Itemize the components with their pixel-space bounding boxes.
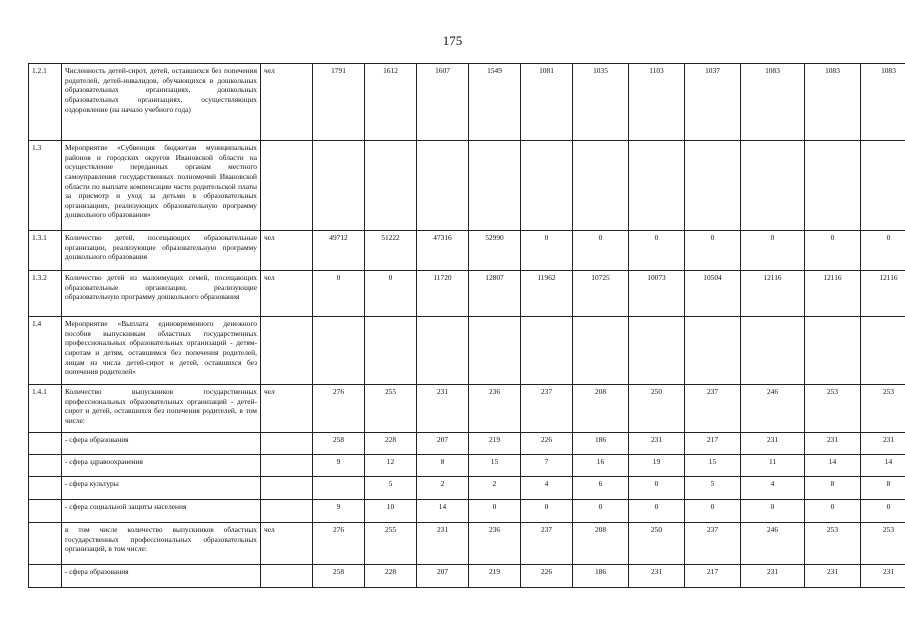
value-cell: 207 xyxy=(417,565,469,588)
value-cell: 186 xyxy=(573,433,629,455)
value-cell: 52990 xyxy=(469,231,521,271)
table-row xyxy=(29,231,905,271)
row-description: Мероприятие «Выплата единовременного денежного пособия выпускникам областных государственных профессиональных образовательных организаций - детям-сиротам и детям, оставшимся без попечения родителей, лицам из числа детей-сирот и детей, оставшихся без попечения родителей» xyxy=(62,317,261,385)
row-unit: чел xyxy=(261,231,313,271)
row-description: Мероприятие «Субвенция бюджетам муниципальных районов и городских округов Ивановской области на осуществление переданных органам местного самоуправления государственных полномочий Ивановской области по выплате компенсации части родительской платы за присмотр и уход за детьми в образовательных организациях, реализующих образовательную программу дошкольного образования» xyxy=(62,141,261,231)
value-cell: 12116 xyxy=(861,271,905,317)
value-cell: 4 xyxy=(741,477,805,500)
value-cell xyxy=(521,141,573,231)
value-cell: 236 xyxy=(469,385,521,433)
row-code: 1.4 xyxy=(29,317,62,385)
value-cell: 51222 xyxy=(365,231,417,271)
value-cell: 0 xyxy=(313,271,365,317)
row-unit xyxy=(261,500,313,523)
value-cell: 217 xyxy=(685,433,741,455)
value-cell: 8 xyxy=(861,477,905,500)
value-cell: 1791 xyxy=(313,64,365,141)
value-cell xyxy=(805,317,861,385)
value-cell: 1037 xyxy=(685,64,741,141)
value-cell: 0 xyxy=(521,500,573,523)
row-code: 1.3.2 xyxy=(29,271,62,317)
value-cell: 186 xyxy=(573,565,629,588)
value-cell: 217 xyxy=(685,565,741,588)
value-cell: 14 xyxy=(417,500,469,523)
value-cell xyxy=(313,477,365,500)
value-cell: 1612 xyxy=(365,64,417,141)
value-cell: 0 xyxy=(629,477,685,500)
row-code: 1.2.1 xyxy=(29,64,62,141)
value-cell: 5 xyxy=(365,477,417,500)
row-code xyxy=(29,455,62,477)
value-cell: 237 xyxy=(521,523,573,565)
page-number: 175 xyxy=(442,33,463,48)
value-cell: 0 xyxy=(861,500,905,523)
value-cell: 0 xyxy=(741,500,805,523)
value-cell: 231 xyxy=(861,433,905,455)
value-cell: 258 xyxy=(313,565,365,588)
value-cell xyxy=(469,141,521,231)
value-cell: 208 xyxy=(573,523,629,565)
value-cell: 0 xyxy=(365,271,417,317)
value-cell: 255 xyxy=(365,523,417,565)
value-cell xyxy=(417,141,469,231)
value-cell xyxy=(573,317,629,385)
value-cell: 9 xyxy=(313,455,365,477)
value-cell: 219 xyxy=(469,433,521,455)
value-cell xyxy=(521,317,573,385)
value-cell xyxy=(685,141,741,231)
value-cell: 250 xyxy=(629,523,685,565)
value-cell xyxy=(313,317,365,385)
value-cell xyxy=(861,141,905,231)
table-row xyxy=(29,477,905,500)
row-code xyxy=(29,477,62,500)
value-cell: 226 xyxy=(521,565,573,588)
value-cell xyxy=(805,141,861,231)
value-cell: 9 xyxy=(313,500,365,523)
value-cell: 236 xyxy=(469,523,521,565)
row-description: Численность детей-сирот, детей, оставшихся без попечения родителей, детей-инвалидов, обучающихся в дошкольных образовательных организациях, дошкольных образовательных организациях, осуществляющих оздоровление (на начало учебного года) xyxy=(62,64,261,141)
value-cell: 231 xyxy=(417,523,469,565)
table-row xyxy=(29,271,905,317)
table-row xyxy=(29,565,905,588)
value-cell: 16 xyxy=(573,455,629,477)
value-cell: 208 xyxy=(573,385,629,433)
value-cell: 15 xyxy=(685,455,741,477)
value-cell xyxy=(365,317,417,385)
row-description: - сфера социальной защиты населения xyxy=(62,500,261,523)
row-code xyxy=(29,500,62,523)
row-unit xyxy=(261,141,313,231)
row-unit: чел xyxy=(261,64,313,141)
value-cell xyxy=(741,317,805,385)
value-cell: 0 xyxy=(573,231,629,271)
value-cell: 231 xyxy=(629,565,685,588)
value-cell: 12 xyxy=(365,455,417,477)
value-cell: 0 xyxy=(805,500,861,523)
value-cell: 10725 xyxy=(573,271,629,317)
value-cell: 231 xyxy=(861,565,905,588)
value-cell xyxy=(417,317,469,385)
row-description: - сфера образования xyxy=(62,565,261,588)
row-unit: чел xyxy=(261,523,313,565)
value-cell: 2 xyxy=(417,477,469,500)
row-description: - сфера культуры xyxy=(62,477,261,500)
value-cell: 11720 xyxy=(417,271,469,317)
value-cell: 231 xyxy=(741,433,805,455)
data-table xyxy=(28,63,905,588)
value-cell: 226 xyxy=(521,433,573,455)
row-unit xyxy=(261,477,313,500)
value-cell: 12116 xyxy=(805,271,861,317)
value-cell: 237 xyxy=(521,385,573,433)
value-cell xyxy=(685,317,741,385)
value-cell: 255 xyxy=(365,385,417,433)
value-cell xyxy=(573,141,629,231)
value-cell: 1607 xyxy=(417,64,469,141)
value-cell: 276 xyxy=(313,523,365,565)
row-description: Количество детей, посещающих образовательные организации, реализующие образовательную программу дошкольного образования xyxy=(62,231,261,271)
value-cell: 12116 xyxy=(741,271,805,317)
value-cell: 14 xyxy=(861,455,905,477)
value-cell: 1083 xyxy=(741,64,805,141)
row-unit xyxy=(261,565,313,588)
row-unit xyxy=(261,433,313,455)
table-row xyxy=(29,141,905,231)
value-cell: 231 xyxy=(805,433,861,455)
value-cell: 276 xyxy=(313,385,365,433)
value-cell: 237 xyxy=(685,385,741,433)
value-cell: 207 xyxy=(417,433,469,455)
table-row xyxy=(29,385,905,433)
value-cell: 0 xyxy=(685,500,741,523)
row-description: в том числе количество выпускников областных государственных профессиональных образовательных организаций, в том числе: xyxy=(62,523,261,565)
value-cell: 228 xyxy=(365,433,417,455)
table-row xyxy=(29,433,905,455)
value-cell: 1549 xyxy=(469,64,521,141)
row-code xyxy=(29,433,62,455)
value-cell: 15 xyxy=(469,455,521,477)
value-cell: 219 xyxy=(469,565,521,588)
row-unit: чел xyxy=(261,271,313,317)
value-cell: 12807 xyxy=(469,271,521,317)
value-cell: 1103 xyxy=(629,64,685,141)
row-description: - сфера здравоохранения xyxy=(62,455,261,477)
table-row xyxy=(29,500,905,523)
value-cell: 5 xyxy=(685,477,741,500)
value-cell: 1083 xyxy=(805,64,861,141)
value-cell xyxy=(629,317,685,385)
value-cell: 253 xyxy=(861,523,905,565)
value-cell: 8 xyxy=(805,477,861,500)
table-row xyxy=(29,317,905,385)
value-cell: 47316 xyxy=(417,231,469,271)
value-cell: 1081 xyxy=(521,64,573,141)
value-cell: 14 xyxy=(805,455,861,477)
value-cell: 246 xyxy=(741,385,805,433)
value-cell: 8 xyxy=(417,455,469,477)
row-code xyxy=(29,523,62,565)
value-cell: 0 xyxy=(861,231,905,271)
value-cell: 253 xyxy=(861,385,905,433)
value-cell: 231 xyxy=(629,433,685,455)
value-cell: 0 xyxy=(741,231,805,271)
value-cell: 246 xyxy=(741,523,805,565)
value-cell: 11962 xyxy=(521,271,573,317)
row-code xyxy=(29,565,62,588)
value-cell: 253 xyxy=(805,523,861,565)
value-cell: 0 xyxy=(629,500,685,523)
value-cell: 250 xyxy=(629,385,685,433)
value-cell: 231 xyxy=(805,565,861,588)
table-row xyxy=(29,523,905,565)
value-cell: 231 xyxy=(741,565,805,588)
value-cell: 49712 xyxy=(313,231,365,271)
value-cell: 0 xyxy=(521,231,573,271)
value-cell: 237 xyxy=(685,523,741,565)
row-description: - сфера образования xyxy=(62,433,261,455)
value-cell: 4 xyxy=(521,477,573,500)
table-row xyxy=(29,64,905,141)
row-code: 1.4.1 xyxy=(29,385,62,433)
value-cell: 0 xyxy=(629,231,685,271)
value-cell: 2 xyxy=(469,477,521,500)
value-cell xyxy=(469,317,521,385)
value-cell: 231 xyxy=(417,385,469,433)
value-cell: 10504 xyxy=(685,271,741,317)
table-row xyxy=(29,455,905,477)
value-cell: 11 xyxy=(741,455,805,477)
value-cell: 253 xyxy=(805,385,861,433)
value-cell: 7 xyxy=(521,455,573,477)
row-code: 1.3.1 xyxy=(29,231,62,271)
value-cell: 10073 xyxy=(629,271,685,317)
value-cell xyxy=(313,141,365,231)
value-cell xyxy=(861,317,905,385)
row-unit xyxy=(261,317,313,385)
row-unit: чел xyxy=(261,385,313,433)
value-cell: 6 xyxy=(573,477,629,500)
row-description: Количество выпускников государственных профессиональных образовательных организаций - детей-сирот и детей, оставшихся без попечения родителей, в том числе: xyxy=(62,385,261,433)
value-cell: 258 xyxy=(313,433,365,455)
value-cell: 19 xyxy=(629,455,685,477)
value-cell xyxy=(741,141,805,231)
value-cell: 0 xyxy=(805,231,861,271)
value-cell: 0 xyxy=(573,500,629,523)
value-cell: 228 xyxy=(365,565,417,588)
value-cell: 0 xyxy=(469,500,521,523)
row-description: Количество детей из малоимущих семей, посещающих образовательные организации, реализующие образовательную программу дошкольного образования xyxy=(62,271,261,317)
value-cell xyxy=(629,141,685,231)
value-cell: 10 xyxy=(365,500,417,523)
value-cell: 1083 xyxy=(861,64,905,141)
value-cell xyxy=(365,141,417,231)
row-code: 1.3 xyxy=(29,141,62,231)
value-cell: 0 xyxy=(685,231,741,271)
row-unit xyxy=(261,455,313,477)
value-cell: 1035 xyxy=(573,64,629,141)
